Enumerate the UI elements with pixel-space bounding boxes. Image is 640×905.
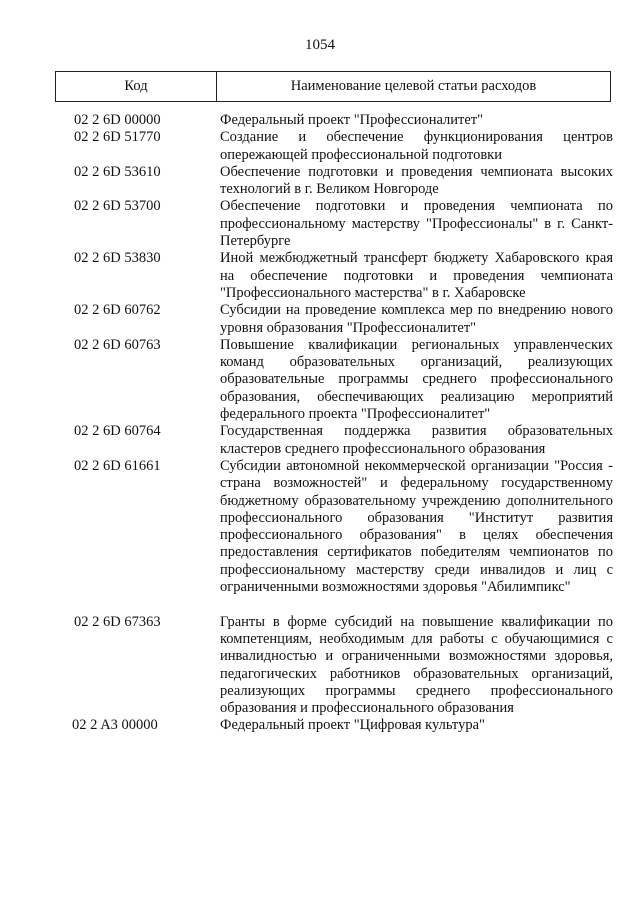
row-code: 02 2 6D 00000 [74,112,161,128]
row-code: 02 2 6D 51770 [74,129,161,146]
row-name: Создание и обеспечение функционирования центров опережающей профессиональной подготовки [220,129,613,163]
row-name: Обеспечение подготовки и проведения чемпионата по профессиональному мастерству "Профессионалы" в г. Санкт-Петербурге [220,198,613,250]
table-row [0,112,640,129]
row-name: Федеральный проект "Профессионалитет" [220,112,484,128]
row-name: Повышение квалификации региональных управленческих команд образовательных организаций, реализующих образовательные программы среднего профессионального образования, обеспечивающих реализацию мероприятий федерального проекта "Профессионалитет" [220,336,613,423]
table-header [55,71,611,102]
table-row [0,164,640,199]
table-row [0,198,640,250]
row-code: 02 2 6D 61661 [74,457,161,474]
table-row [0,129,640,164]
row-code: 02 2 6D 60762 [74,302,161,319]
row-code: 02 2 A3 00000 [72,717,158,734]
table-row [0,337,640,424]
table-row [0,717,640,734]
row-code: 02 2 6D 53700 [74,198,161,215]
row-code: 02 2 6D 67363 [74,613,161,630]
column-header-code: Код [56,72,217,101]
table-row [0,250,640,302]
row-name: Обеспечение подготовки и проведения чемпионата высоких технологий в г. Великом Новгороде [220,163,613,198]
column-header-name: Наименование целевой статьи расходов [290,78,537,94]
table-row [0,458,640,614]
row-code: 02 2 6D 53610 [74,163,161,180]
table-row [0,302,640,337]
row-name: Федеральный проект "Цифровая культура" [220,717,485,734]
table-body [0,112,640,735]
row-code: 02 2 6D 53830 [74,250,161,267]
table-row [0,423,640,458]
row-name: Субсидии на проведение комплекса мер по внедрению нового уровня образования "Профессионалитет" [220,302,613,336]
row-name: Государственная поддержка развития образовательных кластеров среднего профессионального образования [220,423,613,457]
row-code: 02 2 6D 60763 [74,336,161,353]
table-row [0,614,640,718]
row-code: 02 2 6D 60764 [74,423,161,440]
row-name: Гранты в форме субсидий на повышение квалификации по компетенциям, необходимым для работы с обучающимися с инвалидностью и ограниченными возможностями здоровья, педагогических работников образовательных организаций, реализующих программы среднего профессионального образования и профессионального образования [220,613,613,717]
row-name: Субсидии автономной некоммерческой организации "Россия - страна возможностей" и федеральному государственному бюджетному образовательному учреждению дополнительного профессионального образования "Институт развития профессионального образования" в целях обеспечения предоставления сертификатов победителям чемпионатов по профессиональному мастерству среди инвалидов и лиц с ограниченными возможностями здоровья "Абилимпикс" [220,457,613,596]
page-number: 1054 [305,37,335,53]
row-name: Иной межбюджетный трансферт бюджету Хабаровского края на обеспечение подготовки и проведения чемпионата "Профессионального мастерства" в г. Хабаровске [220,250,613,301]
